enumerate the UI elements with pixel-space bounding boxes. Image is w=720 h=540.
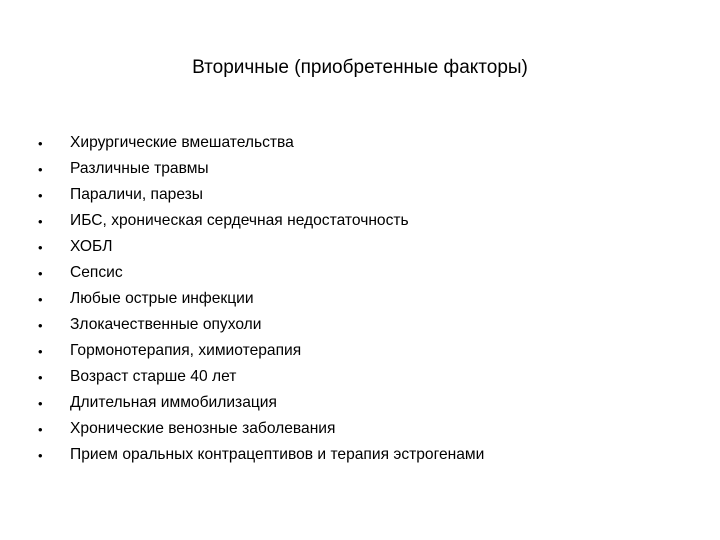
list-item xyxy=(38,234,484,260)
bullet-icon: • xyxy=(38,343,43,359)
list-item-text: Хронические венозные заболевания xyxy=(70,420,336,437)
bullet-icon: • xyxy=(38,213,43,229)
bullet-icon: • xyxy=(38,265,43,281)
list-item xyxy=(38,208,484,234)
list-item xyxy=(38,182,484,208)
bullet-icon: • xyxy=(38,395,43,411)
bullet-icon: • xyxy=(38,291,43,307)
list-item-text: Длительная иммобилизация xyxy=(70,394,277,411)
bullet-list xyxy=(38,130,484,468)
list-item xyxy=(38,286,484,312)
list-item xyxy=(38,260,484,286)
list-item-text: Сепсис xyxy=(70,264,123,281)
list-item xyxy=(38,130,484,156)
bullet-icon: • xyxy=(38,187,43,203)
list-item-text: Любые острые инфекции xyxy=(70,290,254,307)
list-item-text: ИБС, хроническая сердечная недостаточность xyxy=(70,212,409,229)
slide-title: Вторичные (приобретенные факторы) xyxy=(192,57,528,78)
bullet-icon: • xyxy=(38,135,43,151)
list-item-text: Прием оральных контрацептивов и терапия эстрогенами xyxy=(70,446,485,463)
bullet-icon: • xyxy=(38,161,43,177)
list-item xyxy=(38,312,484,338)
list-item xyxy=(38,364,484,390)
list-item-text: Гормонотерапия, химиотерапия xyxy=(70,342,302,359)
bullet-icon: • xyxy=(38,447,43,463)
bullet-icon: • xyxy=(38,239,43,255)
list-item xyxy=(38,390,484,416)
bullet-icon: • xyxy=(38,369,43,385)
list-item xyxy=(38,156,484,182)
list-item-text: Различные травмы xyxy=(70,160,209,177)
list-item xyxy=(38,416,484,442)
list-item xyxy=(38,338,484,364)
list-item-text: Хирургические вмешательства xyxy=(70,134,294,151)
bullet-icon: • xyxy=(38,317,43,333)
list-item-text: Параличи, парезы xyxy=(70,186,204,203)
list-item-text: Злокачественные опухоли xyxy=(70,316,262,333)
bullet-icon: • xyxy=(38,421,43,437)
list-item xyxy=(38,442,484,468)
list-item-text: Возраст старше 40 лет xyxy=(70,368,237,385)
list-item-text: ХОБЛ xyxy=(70,238,113,255)
